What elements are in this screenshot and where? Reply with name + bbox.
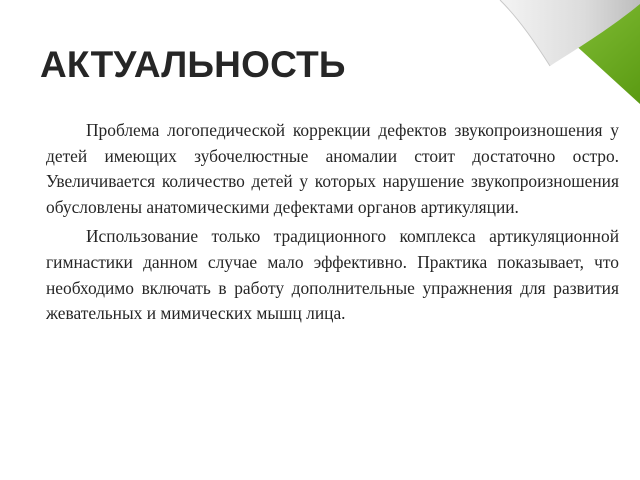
paragraph-method: Использование только традиционного комплекса артикуляционной гимнастики данном случае мало эффективно. Практика показывает, что необходимо включать в работу дополнительные упражнения для развития жевательных и мимических мышц лица. — [46, 226, 619, 324]
page-curl-decoration — [440, 0, 640, 110]
slide-title: АКТУАЛЬНОСТЬ — [40, 44, 346, 85]
paragraph-problem: Проблема логопедической коррекции дефектов звукопроизношения у детей имеющих зубочелюстные аномалии стоит достаточно остро. Увеличивается количество детей у которых нарушение звукопроизношения обусловлены анатомическими дефектами органов артикуляции. — [46, 120, 619, 217]
body-text — [46, 118, 619, 331]
